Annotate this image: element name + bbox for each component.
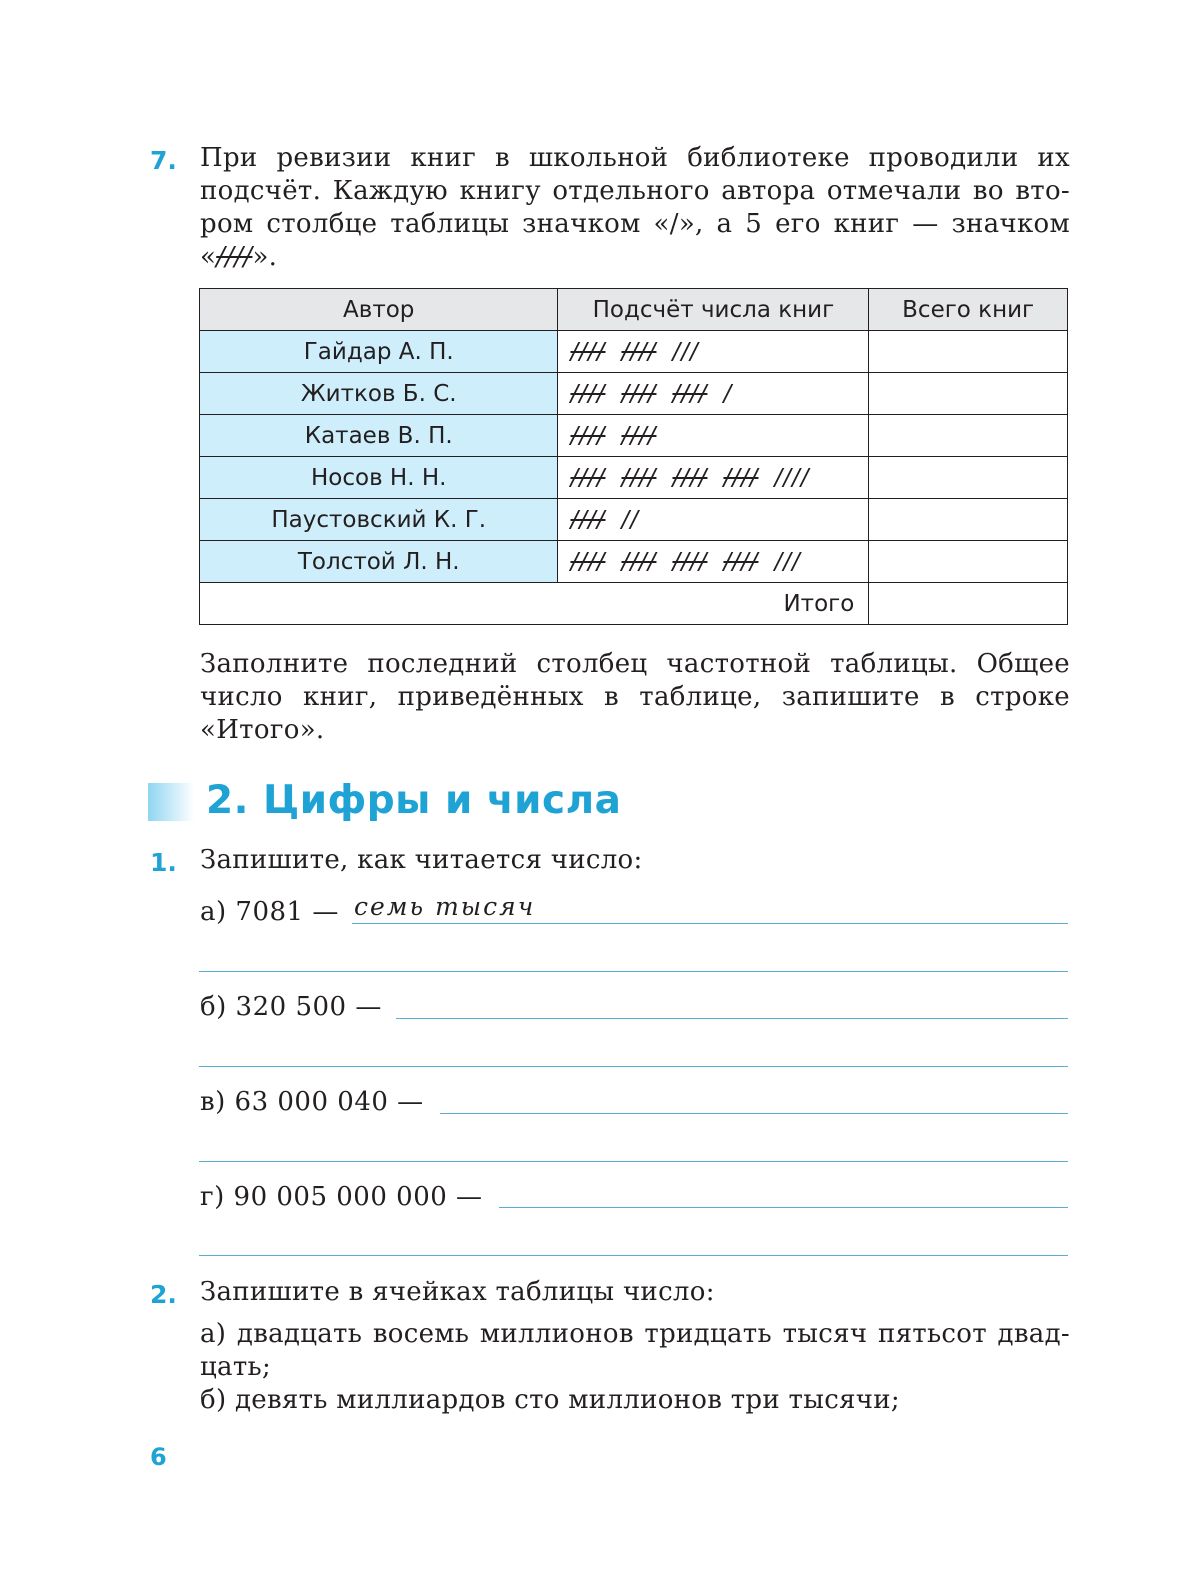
answer-line-a2[interactable] — [199, 971, 1068, 972]
header-author: Автор — [200, 289, 558, 331]
tally-five-mark: //// — [570, 464, 606, 491]
task-2-item-a-line-1: а) двадцать восемь миллионов тридцать тысяч пятьсот двад- — [200, 1319, 1070, 1349]
instruction-line-2: число книг, приведённых в таблице, запишите в строке — [200, 682, 1070, 712]
tally-five-mark: //// — [570, 338, 606, 365]
tally-five-mark: //// — [621, 338, 657, 365]
task-2-number: 2. — [150, 1280, 177, 1309]
total-cell[interactable] — [869, 583, 1068, 625]
five-mark-symbol: //// — [216, 242, 253, 272]
task-1-text: Запишите, как читается число: — [200, 845, 643, 875]
quote-open: « — [200, 242, 217, 272]
tally-five-mark: //// — [723, 548, 759, 575]
tally-five-mark: //// — [672, 380, 708, 407]
author-cell: Гайдар А. П. — [200, 331, 558, 373]
total-books-cell[interactable] — [869, 457, 1068, 499]
tally-single-marks: /// — [672, 338, 699, 365]
task-7-line-2: подсчёт. Каждую книгу отдельного автора отмечали во вто- — [200, 176, 1070, 206]
task-7-line-4 — [200, 241, 1070, 274]
header-count: Подсчёт числа книг — [558, 289, 869, 331]
table-row — [200, 331, 1068, 373]
task-7-instruction — [200, 648, 1070, 747]
tally-five-mark: //// — [621, 548, 657, 575]
total-books-cell[interactable] — [869, 331, 1068, 373]
tally-single-marks: /// — [774, 548, 801, 575]
tally-cell — [558, 457, 869, 499]
page-number: 6 — [150, 1443, 167, 1471]
task-1-number: 1. — [150, 848, 177, 877]
author-cell: Толстой Л. Н. — [200, 541, 558, 583]
author-cell: Паустовский К. Г. — [200, 499, 558, 541]
tally-five-mark: //// — [570, 380, 606, 407]
answer-line-a1[interactable] — [352, 923, 1068, 924]
item-a-label: а) 7081 — — [200, 897, 339, 927]
answer-line-v1[interactable] — [440, 1113, 1068, 1114]
answer-line-b1[interactable] — [396, 1018, 1068, 1019]
tally-cell — [558, 373, 869, 415]
tally-single-marks: / — [723, 380, 733, 407]
instruction-line-1: Заполните последний столбец частотной таблицы. Общее — [200, 649, 1070, 679]
task-2-item-b: б) девять миллиардов сто миллионов три тысячи; — [200, 1385, 900, 1415]
tally-five-mark: //// — [672, 548, 708, 575]
tally-five-mark: //// — [621, 464, 657, 491]
table-row — [200, 457, 1068, 499]
task-7-line-3: ром столбце таблицы значком «/», а 5 его книг — значком — [200, 209, 1070, 239]
task-7-line-1: При ревизии книг в школьной библиотеке проводили их — [200, 143, 1070, 173]
total-label: Итого — [200, 583, 869, 625]
section-marker — [148, 783, 194, 821]
item-g-label: г) 90 005 000 000 — — [200, 1182, 483, 1212]
task-2-items — [200, 1318, 1070, 1417]
item-b-label: б) 320 500 — — [200, 992, 382, 1022]
total-books-cell[interactable] — [869, 541, 1068, 583]
item-v-label: в) 63 000 040 — — [200, 1087, 424, 1117]
answer-line-b2[interactable] — [199, 1066, 1068, 1067]
quote-close: ». — [252, 242, 278, 272]
tally-five-mark: //// — [672, 464, 708, 491]
tally-single-marks: // — [621, 506, 639, 533]
tally-five-mark: //// — [723, 464, 759, 491]
tally-cell — [558, 541, 869, 583]
task-2-text: Запишите в ячейках таблицы число: — [200, 1277, 715, 1307]
tally-five-mark: //// — [621, 422, 657, 449]
answer-line-v2[interactable] — [199, 1161, 1068, 1162]
tally-five-mark: //// — [570, 548, 606, 575]
task-7-text — [200, 142, 1070, 274]
table-header-row — [200, 289, 1068, 331]
instruction-line-3: «Итого». — [200, 715, 325, 745]
tally-cell — [558, 331, 869, 373]
table-row — [200, 373, 1068, 415]
table-total-row — [200, 583, 1068, 625]
table-row — [200, 541, 1068, 583]
tally-cell — [558, 499, 869, 541]
tally-five-mark: //// — [621, 380, 657, 407]
item-a-answer: семь тысяч — [354, 892, 536, 921]
total-books-cell[interactable] — [869, 415, 1068, 457]
task-7-number: 7. — [150, 146, 177, 175]
author-cell: Катаев В. П. — [200, 415, 558, 457]
frequency-table — [199, 288, 1068, 625]
header-total: Всего книг — [869, 289, 1068, 331]
table-row — [200, 499, 1068, 541]
tally-cell — [558, 415, 869, 457]
author-cell: Житков Б. С. — [200, 373, 558, 415]
tally-five-mark: //// — [570, 506, 606, 533]
task-2-item-a-line-2: цать; — [200, 1352, 272, 1382]
total-books-cell[interactable] — [869, 499, 1068, 541]
table-row — [200, 415, 1068, 457]
answer-line-g1[interactable] — [499, 1207, 1068, 1208]
section-title: 2. Цифры и числа — [206, 778, 622, 823]
tally-single-marks: //// — [774, 464, 810, 491]
total-books-cell[interactable] — [869, 373, 1068, 415]
author-cell: Носов Н. Н. — [200, 457, 558, 499]
tally-five-mark: //// — [570, 422, 606, 449]
answer-line-g2[interactable] — [199, 1255, 1068, 1256]
